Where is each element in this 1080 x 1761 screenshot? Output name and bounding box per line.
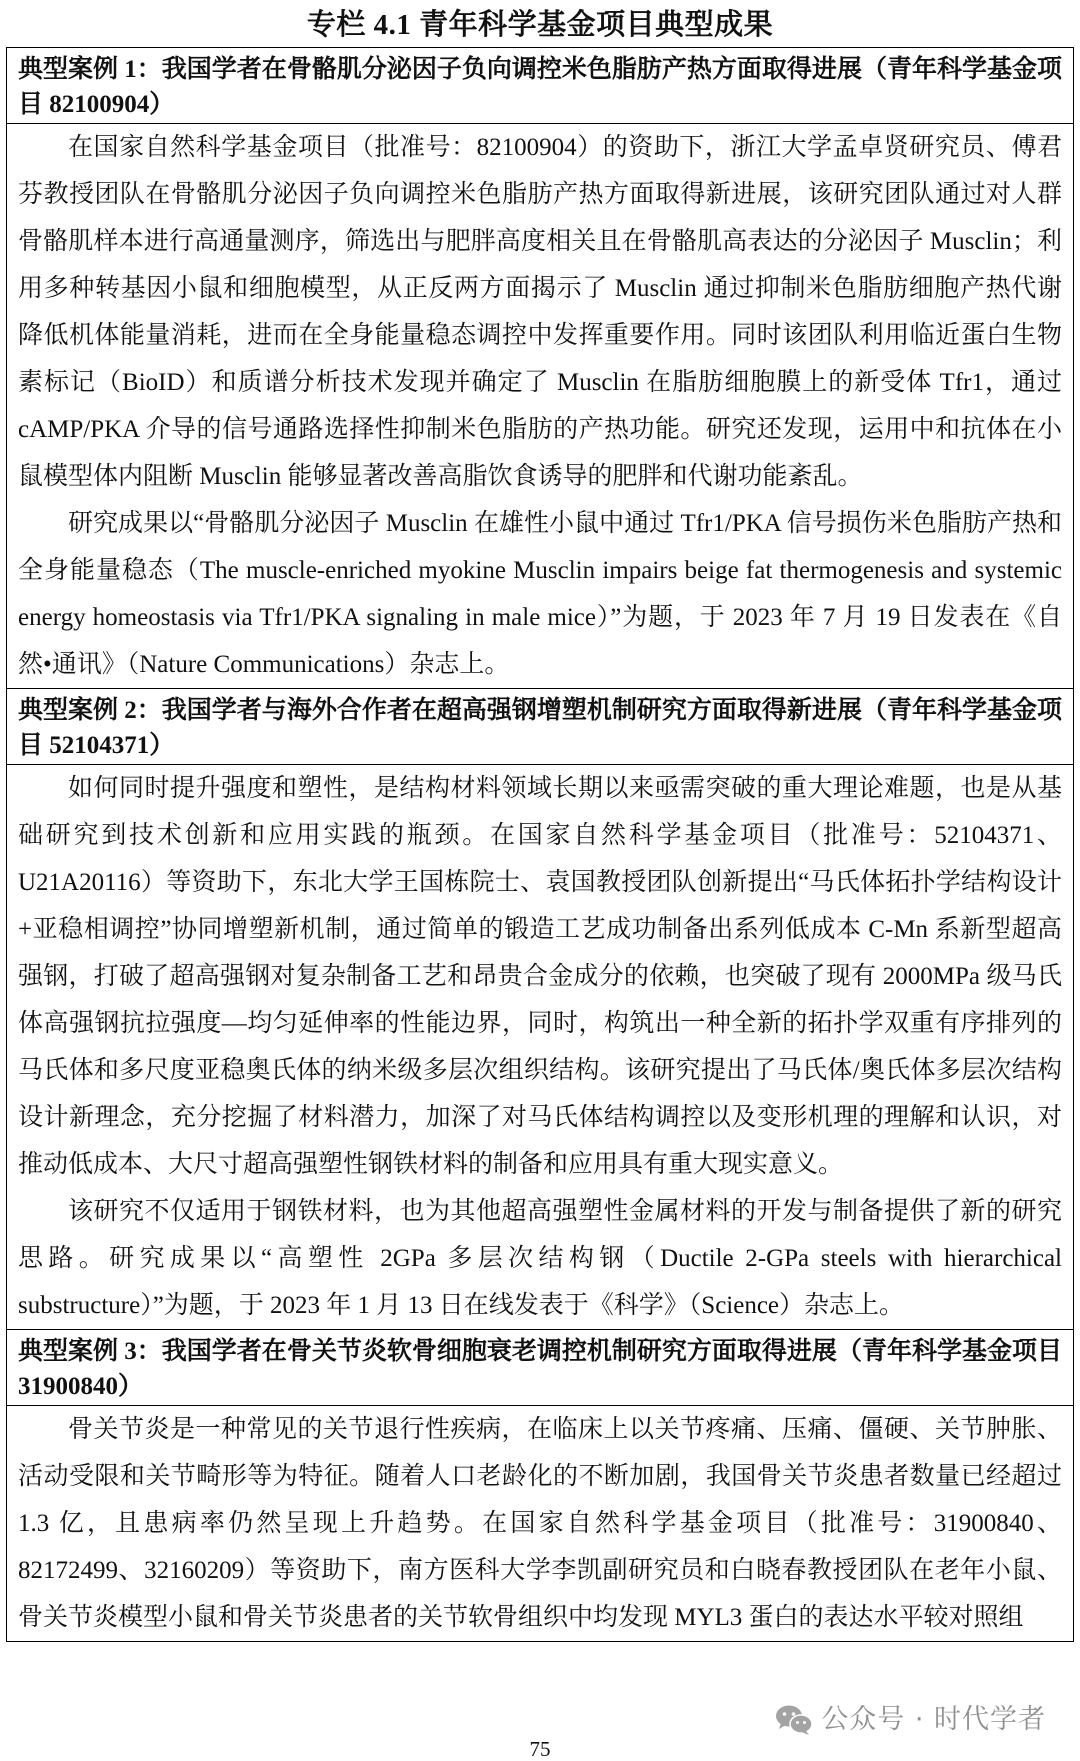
- page-number: 75: [529, 1737, 551, 1761]
- watermark: [775, 1702, 1046, 1738]
- case-1-body: [7, 124, 1073, 689]
- case-1-paragraph-1: 在国家自然科学基金项目（批准号：82100904）的资助下，浙江大学孟卓贤研究员、傅君芬教授团队在骨骼肌分泌因子负向调控米色脂肪产热方面取得新进展，该研究团队通过对人群骨骼肌样本进行高通量测序，筛选出与肥胖高度相关且在骨骼肌高表达的分泌因子 Musclin；利用多种转基因小鼠和细胞模型，从正反两方面揭示了 Musclin 通过抑制米色脂肪细胞产热代谢降低机体能量消耗，进而在全身能量稳态调控中发挥重要作用。同时该团队利用临近蛋白生物素标记（BioID）和质谱分析技术发现并确定了 Musclin 在脂肪细胞膜上的新受体 Tfr1，通过 cAMP/PKA 介导的信号通路选择性抑制米色脂肪的产热功能。研究还发现，运用中和抗体在小鼠模型体内阻断 Musclin 能够显著改善高脂饮食诱导的肥胖和代谢功能紊乱。: [18, 134, 1062, 490]
- case-3-header: 典型案例 3：我国学者在骨关节炎软骨细胞衰老调控机制研究方面取得进展（青年科学基金项目 31900840）: [7, 1330, 1073, 1406]
- watermark-text: 公众号 · 时代学者: [821, 1704, 1046, 1735]
- case-1-header: 典型案例 1：我国学者在骨骼肌分泌因子负向调控米色脂肪产热方面取得进展（青年科学基金项目 82100904）: [7, 48, 1073, 124]
- case-2-body: [7, 765, 1073, 1330]
- wechat-icon: [775, 1704, 813, 1736]
- case-3-body: [7, 1406, 1073, 1641]
- case-2-header: 典型案例 2：我国学者与海外合作者在超高强钢增塑机制研究方面取得新进展（青年科学基金项目 52104371）: [7, 689, 1073, 765]
- case-2-paragraph-2: 该研究不仅适用于钢铁材料，也为其他超高强塑性金属材料的开发与制备提供了新的研究思路。研究成果以“高塑性 2GPa 多层次结构钢（Ductile 2-GPa steels with hierarchical substructure）”为题，于 2023 年 1 月 13 日在线发表于《科学》（Science）杂志上。: [18, 1198, 1062, 1319]
- case-2-paragraph-1: 如何同时提升强度和塑性，是结构材料领域长期以来亟需突破的重大理论难题，也是从基础研究到技术创新和应用实践的瓶颈。在国家自然科学基金项目（批准号：52104371、U21A20116）等资助下，东北大学王国栋院士、袁国教授团队创新提出“马氏体拓扑学结构设计+亚稳相调控”协同增塑新机制，通过简单的锻造工艺成功制备出系列低成本 C-Mn 系新型超高强钢，打破了超高强钢对复杂制备工艺和昂贵合金成分的依赖，也突破了现有 2000MPa 级马氏体高强钢抗拉强度—均匀延伸率的性能边界，同时，构筑出一种全新的拓扑学双重有序排列的马氏体和多尺度亚稳奥氏体的纳米级多层次组织结构。该研究提出了马氏体/奥氏体多层次结构设计新理念，充分挖掘了材料潜力，加深了对马氏体结构调控以及变形机理的理解和认识，对推动低成本、大尺寸超高强塑性钢铁材料的制备和应用具有重大现实意义。: [18, 775, 1062, 1178]
- page-title: 专栏 4.1 青年科学基金项目典型成果: [306, 9, 774, 41]
- case-table: [6, 47, 1074, 1642]
- case-1-paragraph-2: 研究成果以“骨骼肌分泌因子 Musclin 在雄性小鼠中通过 Tfr1/PKA 信号损伤米色脂肪产热和全身能量稳态（The muscle-enriched myokine Musclin impairs beige fat thermogenesis and systemic energy homeostasis via Tfr1/PKA signaling in male mice）”为题，于 2023 年 7 月 19 日发表在《自然•通讯》（Nature Communications）杂志上。: [18, 510, 1062, 678]
- case-3-paragraph-1: 骨关节炎是一种常见的关节退行性疾病，在临床上以关节疼痛、压痛、僵硬、关节肿胀、活动受限和关节畸形等为特征。随着人口老龄化的不断加剧，我国骨关节炎患者数量已经超过 1.3 亿，且患病率仍然呈现上升趋势。在国家自然科学基金项目（批准号：31900840、82172499、32160209）等资助下，南方医科大学李凯副研究员和白晓春教授团队在老年小鼠、骨关节炎模型小鼠和骨关节炎患者的关节软骨组织中均发现 MYL3 蛋白的表达水平较对照组: [18, 1416, 1062, 1631]
